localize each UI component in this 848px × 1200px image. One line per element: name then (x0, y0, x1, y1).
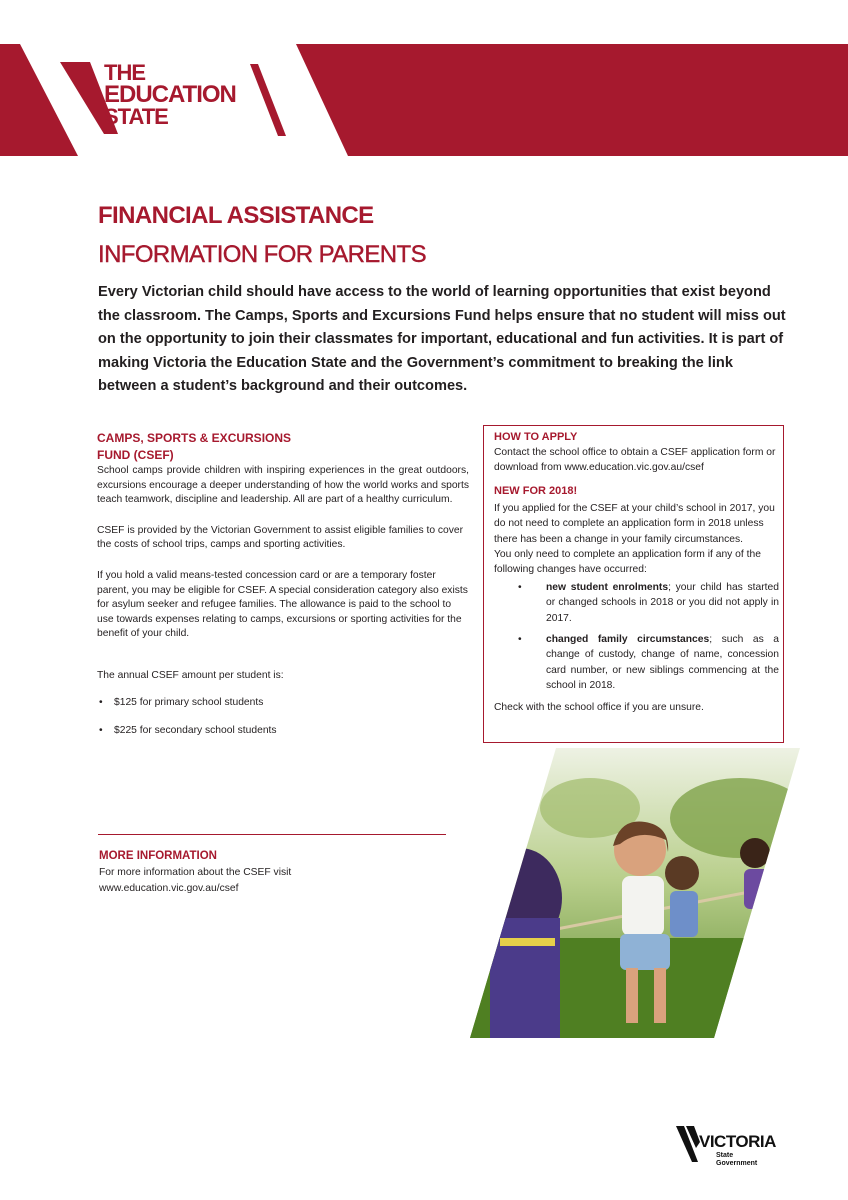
list-item (494, 632, 779, 694)
csef-heading-line-2: FUND (CSEF) (97, 448, 174, 462)
children-tug-of-war-photo (470, 748, 800, 1038)
more-information-line-1: For more information about the CSEF visit (99, 867, 292, 878)
more-information-section (99, 848, 429, 896)
victoria-wordmark: VICTORIA (699, 1132, 776, 1151)
more-information-link[interactable]: www.education.vic.gov.au/csef (99, 882, 239, 894)
victoria-sub-line-2: Government (716, 1160, 758, 1167)
more-information-heading: MORE INFORMATION (99, 850, 217, 862)
list-item: • $225 for secondary school students (97, 724, 469, 739)
how-to-apply-heading: HOW TO APPLY (494, 431, 578, 443)
changes-list (494, 580, 779, 694)
page-title: FINANCIAL ASSISTANCE (98, 202, 374, 229)
check-office-text: Check with the school office if you are unsure. (494, 701, 704, 713)
logo-line-3: STATE (104, 104, 168, 129)
change-rest: ; such as a change of custody, change of name, concession card number, or new siblings commencing at the school in 2018. (546, 634, 779, 692)
how-to-apply-box (483, 425, 784, 743)
divider (98, 834, 446, 835)
victoria-subtext (716, 1152, 757, 1168)
csef-amount-intro: The annual CSEF amount per student is: (97, 669, 284, 681)
change-bold: changed family circumstances (546, 634, 710, 646)
page-subtitle: INFORMATION FOR PARENTS (98, 241, 426, 268)
new-for-2018-text: If you applied for the CSEF at your child’s school in 2017, you do not need to complete an application form in 2018 unless there has been a change in your family circumstances. (494, 502, 775, 545)
how-to-apply-text: Contact the school office to obtain a CSEF application form or download from www.education.vic.gov.au/csef (494, 447, 776, 474)
csef-amount-list (97, 696, 469, 739)
intro-paragraph: Every Victorian child should have access to the world of learning opportunities that exist beyond the classroom. The Camps, Sports and Excursions Fund helps ensure that no student will miss out on the opportunity to join their classmates for important, educational and fun activities. It is part of making Victoria the Education State and the Government’s commitment to breaking the link between a student’s background and their outcomes. (98, 284, 786, 394)
csef-paragraph-1: School camps provide children with inspiring experiences in the great outdoors, excursions encourage a deeper understanding of how the world works and sports teach teamwork, discipline and leadership. All are part of a healthy curriculum. (97, 465, 469, 506)
changes-intro: You only need to complete an application form if any of the following changes have occurred: (494, 549, 761, 576)
logo-line-1: THE (104, 60, 145, 85)
new-for-2018-heading: NEW FOR 2018! (494, 484, 578, 497)
csef-paragraph-3: If you hold a valid means-tested concession card or are a temporary foster parent, you may be eligible for CSEF. A special consideration category also exists for asylum seeker and refugee families. The allowance is paid to the school to use towards expenses relating to camps, excursions or sporting activities for the benefit of your child. (97, 569, 468, 640)
victoria-sub-line-1: State (716, 1152, 734, 1159)
change-bold: new student enrolments (546, 581, 669, 593)
logo-wordmark (104, 62, 236, 128)
list-item: • $125 for primary school students (97, 696, 469, 711)
logo-line-2: EDUCATION (104, 81, 236, 108)
csef-section (97, 430, 469, 753)
list-item (494, 580, 779, 626)
change-rest: ; your child has started or changed schools in 2018 or you did not apply in 2017. (546, 581, 779, 624)
csef-heading-line-1: CAMPS, SPORTS & EXCURSIONS (97, 431, 292, 445)
csef-paragraph-2: CSEF is provided by the Victorian Government to assist eligible families to cover the costs of school trips, camps and sporting activities. (97, 524, 464, 551)
